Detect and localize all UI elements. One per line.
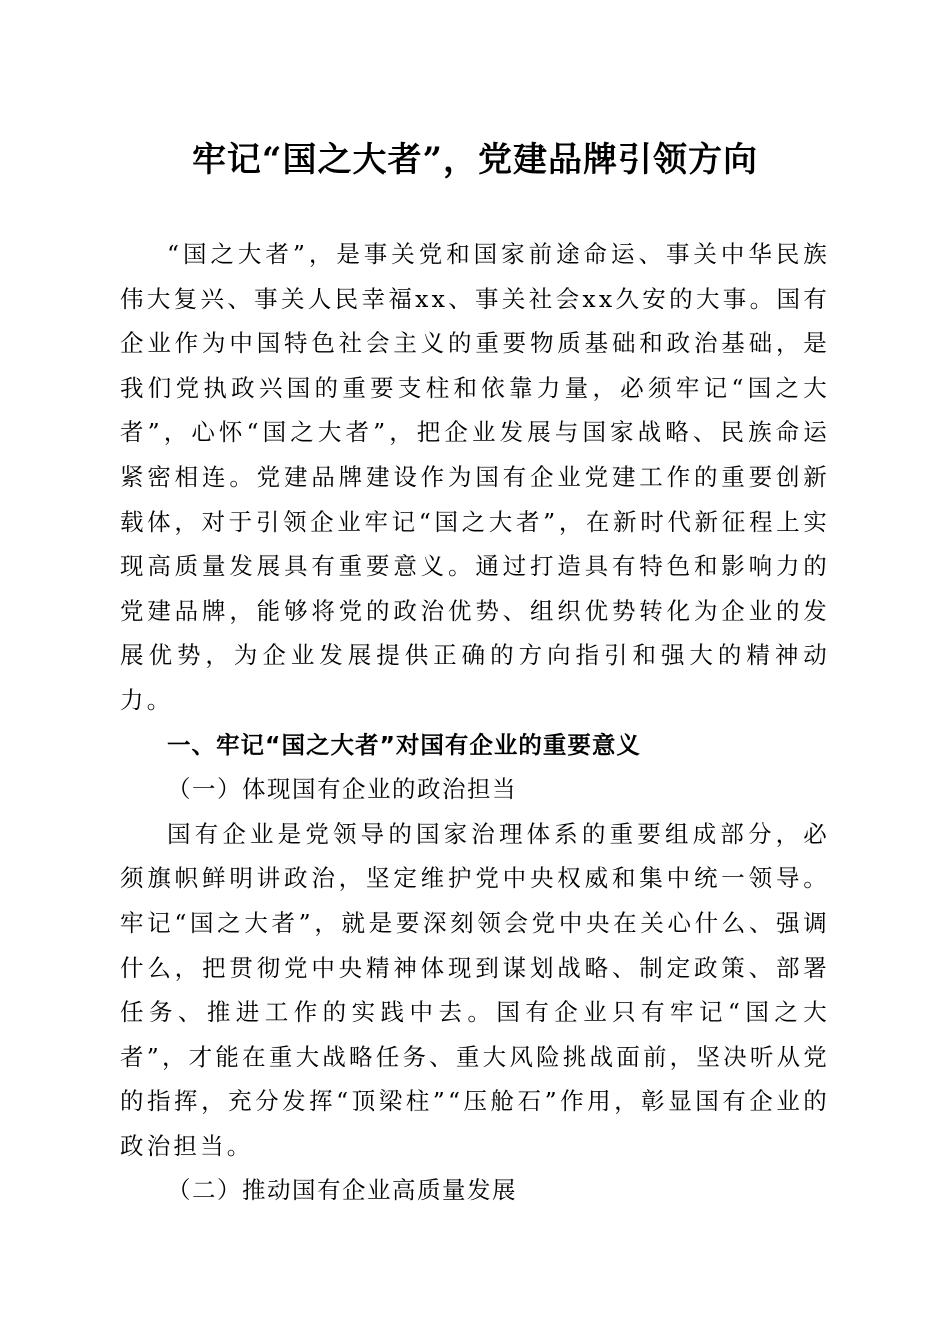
subsection-heading-1: （一）体现国有企业的政治担当 — [167, 775, 517, 804]
document-title: 牢记“国之大者”，党建品牌引领方向 — [191, 140, 759, 180]
section-heading-1: 一、牢记“国之大者”对国有企业的重要意义 — [167, 730, 641, 759]
subsection-1-paragraph: 国有企业是党领导的国家治理体系的重要组成部分，必须旗帜鲜明讲政治，坚定维护党中央权威和集中统一领导。牢记“国之大者”，就是要深刻领会党中央在关心什么、强调什么，把贯彻党中央精神体现到谋划战略、制定政策、部署任务、推进工作的实践中去。国有企业只有牢记“国之大者”，才能在重大战略任务、重大风险挑战面前，坚决听从党的指挥，充分发挥“顶梁柱”“压舱石”作用，彰显国有企业的政治担当。 — [120, 819, 830, 1160]
subsection-heading-2: （二）推动国有企业高质量发展 — [167, 1176, 517, 1205]
intro-paragraph: “国之大者”，是事关党和国家前途命运、事关中华民族伟大复兴、事关人民幸福xx、事关社会xx久安的大事。国有企业作为中国特色社会主义的重要物质基础和政治基础，是我们党执政兴国的重要支柱和依靠力量，必须牢记“国之大者”，心怀“国之大者”，把企业发展与国家战略、民族命运紧密相连。党建品牌建设作为国有企业党建工作的重要创新载体，对于引领企业牢记“国之大者”，在新时代新征程上实现高质量发展具有重要意义。通过打造具有特色和影响力的党建品牌，能够将党的政治优势、组织优势转化为企业的发展优势，为企业发展提供正确的方向指引和强大的精神动力。 — [120, 240, 830, 714]
document-body — [120, 232, 830, 1213]
